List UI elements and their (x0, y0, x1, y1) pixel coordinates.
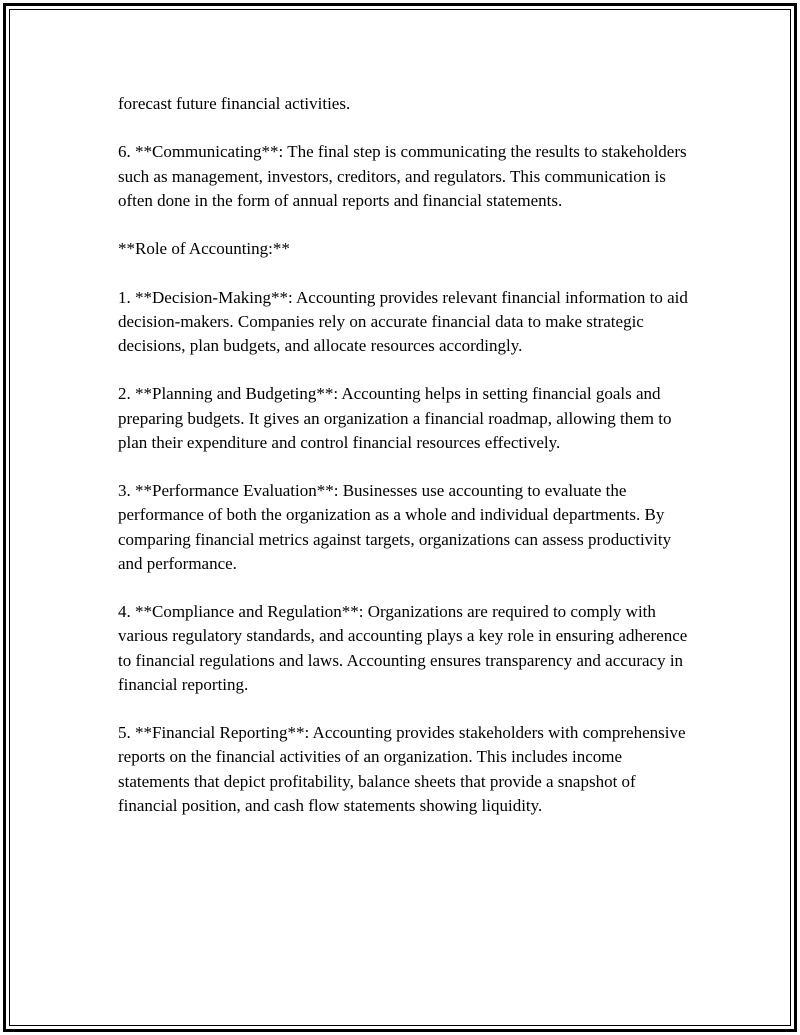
paragraph-compliance-regulation: 4. **Compliance and Regulation**: Organizations are required to comply with various regulatory standards, and accounting plays a key role in ensuring adherence to financial regulations and laws. Accounting ensures transparency and accuracy in financial reporting. (118, 602, 688, 694)
section-heading-role-of-accounting: **Role of Accounting:** (118, 239, 290, 259)
paragraph-financial-reporting: 5. **Financial Reporting**: Accounting provides stakeholders with comprehensive reports on the financial activities of an organization. This includes income statements that depict profitability, balance sheets that provide a snapshot of financial position, and cash flow statements showing liquidity. (118, 723, 686, 815)
paragraph-performance-evaluation: 3. **Performance Evaluation**: Businesses use accounting to evaluate the performance of both the organization as a whole and individual departments. By comparing financial metrics against targets, organizations can assess productivity and performance. (118, 481, 672, 573)
paragraph-planning-budgeting: 2. **Planning and Budgeting**: Accounting helps in setting financial goals and preparing budgets. It gives an organization a financial roadmap, allowing them to plan their expenditure and control financial resources effectively. (118, 384, 672, 452)
paragraph-communicating: 6. **Communicating**: The final step is communicating the results to stakeholders such as management, investors, creditors, and regulators. This communication is often done in the form of annual reports and financial statements. (118, 142, 687, 210)
paragraph-continuation: forecast future financial activities. (118, 94, 351, 113)
paragraph-decision-making: 1. **Decision-Making**: Accounting provides relevant financial information to aid decision-makers. Companies rely on accurate financial data to make strategic decisions, plan budgets, and allocate resources accordingly. (118, 287, 688, 355)
document-body (118, 92, 698, 818)
